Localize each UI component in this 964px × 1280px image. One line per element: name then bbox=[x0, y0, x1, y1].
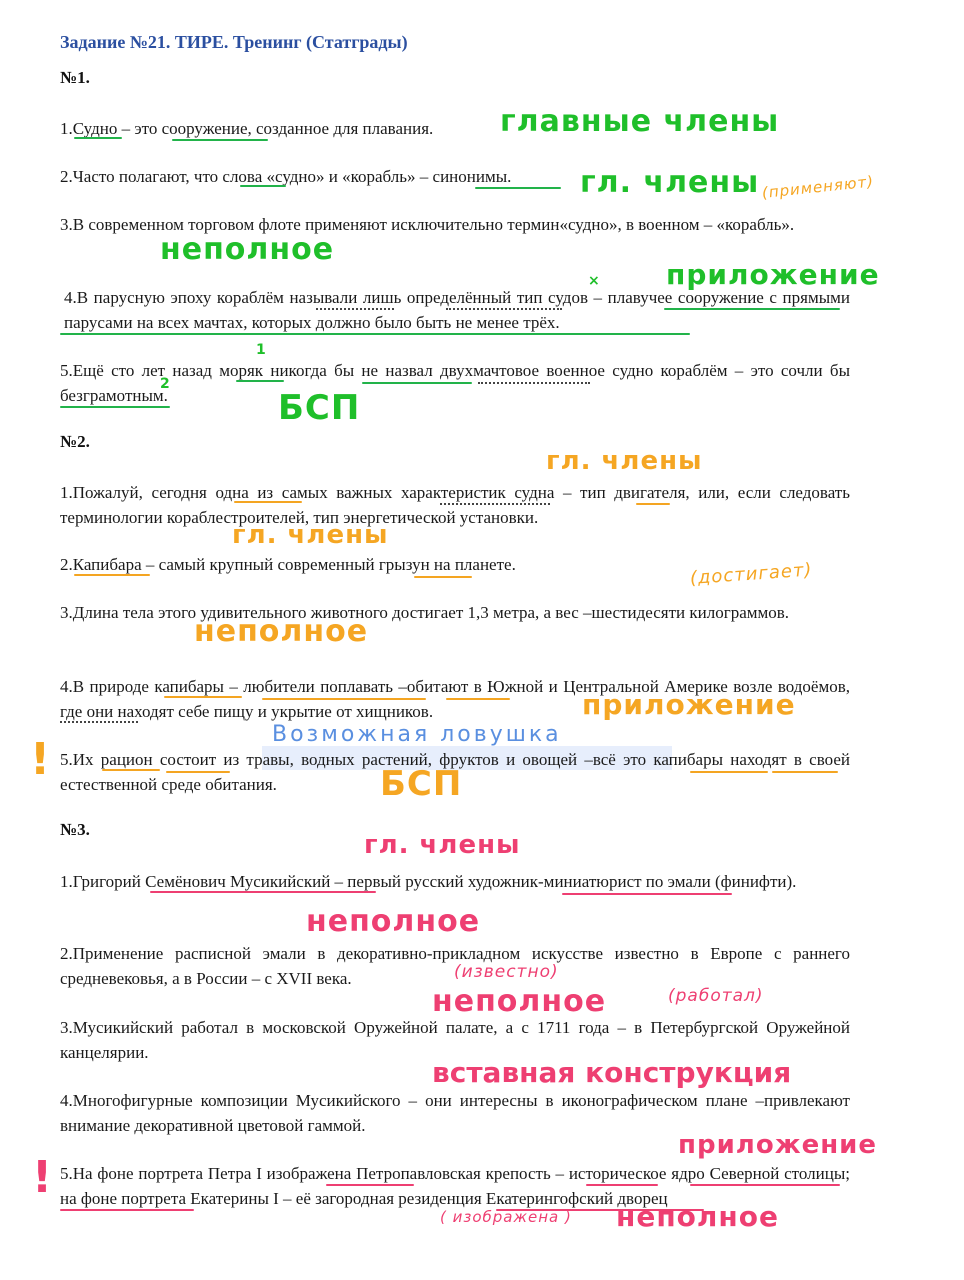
underline-subject bbox=[102, 769, 160, 771]
underline-predicate bbox=[414, 576, 472, 578]
sentence-1-1: 1.Судно – это сооружение, созданное для плавания. bbox=[60, 119, 434, 138]
annotation-note: (достигает) bbox=[689, 559, 814, 589]
annotation-main-members: гл. члены bbox=[546, 446, 703, 476]
underline-subject bbox=[150, 891, 376, 893]
sentence-1-3: 3.В современном торговом флоте применяют исключительно термин«судно», в военном – «корабль». bbox=[60, 215, 795, 234]
annotation-incomplete: неполное bbox=[160, 232, 335, 267]
underline-subject bbox=[236, 380, 284, 382]
annotation-apposition: приложение bbox=[666, 258, 880, 291]
annotation-incomplete: неполное bbox=[616, 1200, 779, 1233]
annotation-cross: × bbox=[588, 273, 601, 289]
underline-predicate bbox=[166, 771, 230, 773]
underline-predicate bbox=[446, 698, 510, 700]
sentence-3-5: 5.На фоне портрета Петра I изображена Петропавловская крепость – историческое ядро Северной столицы; на фоне портрета Екатерины I – её загородная резиденция Екатерингофский дворец bbox=[60, 1164, 850, 1208]
underline-dotted bbox=[60, 721, 138, 723]
underline-dotted bbox=[316, 308, 394, 310]
annotation-main-members: гл. члены bbox=[580, 165, 760, 200]
underline-apposition bbox=[664, 308, 840, 310]
annotation-bsp: БСП bbox=[278, 388, 361, 428]
underline-predicate bbox=[772, 771, 838, 773]
sentence-1-4: 4.В парусную эпоху кораблём называли лишь определённый тип судов – плавучее сооружение с прямыми парусами на всех мачтах, которых должно было быть не менее трёх. bbox=[64, 288, 850, 332]
underline-dotted bbox=[478, 382, 590, 384]
underline-subject bbox=[586, 1184, 658, 1186]
section-heading-2: №2. bbox=[60, 432, 90, 451]
sentence-2-2: 2.Капибара – самый крупный современный грызун на планете. bbox=[60, 555, 516, 574]
underline-predicate bbox=[562, 893, 732, 895]
underline-apposition bbox=[262, 698, 426, 700]
sentence-3-4: 4.Многофигурные композиции Мусикийского – они интересны в иконографическом плане –привлекают внимание декоративной цветовой гаммой. bbox=[60, 1091, 850, 1135]
underline-predicate bbox=[362, 382, 472, 384]
underline-predicate bbox=[172, 139, 268, 141]
underline-predicate bbox=[636, 503, 670, 505]
annotation-number: 2 bbox=[160, 376, 171, 392]
annotation-main-members: главные члены bbox=[500, 104, 780, 139]
annotation-trap: Возможная ловушка bbox=[272, 722, 562, 747]
annotation-main-members: гл. члены bbox=[364, 830, 521, 860]
annotation-note: (известно) bbox=[454, 962, 559, 982]
annotation-apposition: приложение bbox=[678, 1130, 878, 1160]
annotation-note: (работал) bbox=[668, 986, 764, 1006]
annotation-incomplete: неполное bbox=[194, 614, 369, 649]
underline-predicate bbox=[475, 187, 561, 189]
underline-apposition bbox=[690, 1184, 840, 1186]
annotation-incomplete: неполное bbox=[432, 984, 607, 1019]
annotation-exclamation: ! bbox=[30, 734, 52, 785]
annotation-parenthetical: вставная конструкция bbox=[432, 1056, 792, 1089]
annotation-incomplete: неполное bbox=[306, 904, 481, 939]
sentence-3-3: 3.Мусикийский работал в московской Оружейной палате, а с 1711 года – в Петербургской Оружейной канцелярии. bbox=[60, 1018, 850, 1062]
sentence-3-1: 1.Григорий Семёнович Мусикийский – первый русский художник-миниатюрист по эмали (финифти). bbox=[60, 872, 797, 891]
annotation-main-members: гл. члены bbox=[232, 520, 389, 550]
sentence-2-3: 3.Длина тела этого удивительного животного достигает 1,3 метра, а вес –шестидесяти килограммов. bbox=[60, 603, 790, 622]
sentence-3-2: 2.Применение расписной эмали в декоративно-прикладном искусстве известно в Европе с раннего средневековья, а в России – с XVII века. bbox=[60, 944, 850, 988]
underline-subject bbox=[240, 185, 286, 187]
sentence-1-2: 2.Часто полагают, что слова «судно» и «корабль» – синонимы. bbox=[60, 167, 512, 186]
underline-subject bbox=[690, 771, 768, 773]
underline-subject bbox=[164, 696, 242, 698]
sentence-2-1: 1.Пожалуй, сегодня одна из самых важных характеристик судна – тип двигателя, или, если следовать терминологии кораблестроителей, тип энергетической установки. bbox=[60, 483, 850, 527]
underline-apposition bbox=[60, 1209, 194, 1211]
section-heading-3: №3. bbox=[60, 820, 90, 839]
annotation-number: 1 bbox=[256, 342, 267, 358]
sentence-2-5: 5.Их рацион состоит из травы, водных растений, фруктов и овощей –всё это капибары находят в своей естественной среде обитания. bbox=[60, 750, 850, 794]
underline-subject bbox=[74, 574, 150, 576]
annotation-note: ( изображена ) bbox=[440, 1208, 572, 1226]
annotation-bsp: БСП bbox=[380, 764, 463, 804]
annotation-apposition: приложение bbox=[582, 688, 796, 721]
sentence-1-5: 5.Ещё сто лет назад моряк никогда бы не назвал двухмачтовое военное судно кораблём – это сочли бы безграмотным. bbox=[60, 361, 850, 405]
sentence-2-4: 4.В природе капибары – любители поплавать –обитают в Южной и Центральной Америке возле водоёмов, где они находят себе пищу и укрытие от хищников. bbox=[60, 677, 850, 721]
underline-subject bbox=[234, 501, 302, 503]
underline-dotted bbox=[440, 503, 550, 505]
underline-subject bbox=[74, 137, 122, 139]
annotation-exclamation: ! bbox=[32, 1152, 54, 1203]
underline-predicate bbox=[60, 406, 170, 408]
annotation-note: (применяют) bbox=[761, 172, 875, 202]
section-heading-1: №1. bbox=[60, 68, 90, 87]
underline-apposition bbox=[60, 333, 690, 335]
underline-dotted bbox=[446, 308, 562, 310]
document-title: Задание №21. ТИРЕ. Тренинг (Статграды) bbox=[60, 32, 408, 52]
underline-predicate bbox=[326, 1184, 414, 1186]
